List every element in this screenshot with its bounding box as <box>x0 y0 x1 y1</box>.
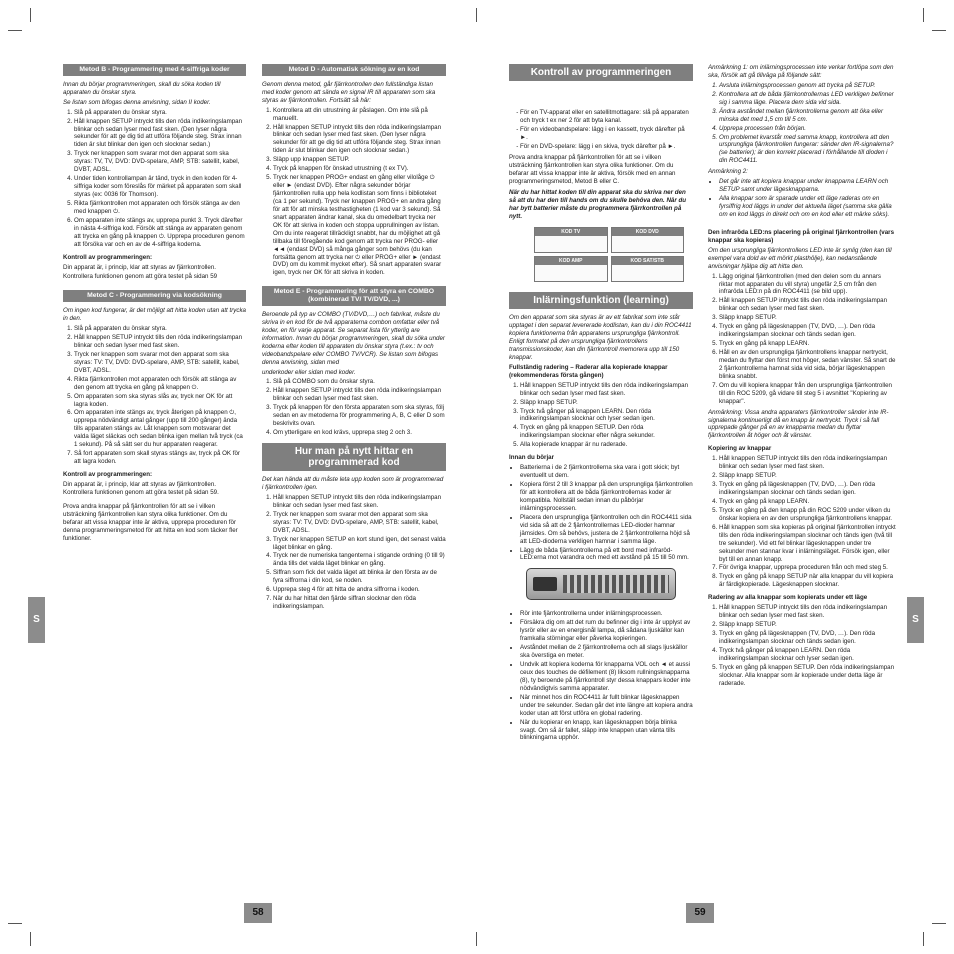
note2-bullets <box>708 178 896 219</box>
list-item: 5. Alla kopierade knappar är nu raderade. <box>520 441 693 449</box>
steps-list-method-c <box>63 325 246 466</box>
intro-text: Innan du börjar programmeringen, skall du söka koden till apparaten du önskar styra. <box>63 80 221 96</box>
intro-text: Se listan som bifogas denna anvisning, sidan II koder. <box>63 98 211 106</box>
section-header-method-d: Metod D - Automatisk sökning av en kod <box>262 64 446 76</box>
list-item: 3. Tryck en gång på lägesknappen (TV, DVD, …). Den röda indikeringslampan slocknar och tänds sedan igen. <box>719 630 896 646</box>
list-item: 3. Tryck två gånger på knappen LEARN. Den röda indikeringslampan slocknar och lyser sedan igen. <box>520 408 693 424</box>
list-item: • Lägg de båda fjärrkontrollerna på ett bord med infraröd-LED:erna mot varandra och med ett avstånd på 15 till 50 mm. <box>520 547 693 563</box>
list-item: 4. Om ytterligare en kod krävs, upprepa steg 2 och 3. <box>273 429 446 437</box>
list-item: 3. Tryck ner knappen som svarar mot den apparat som ska styras: TV: TV, DVD: DVD-spelare, AMP, STB: satellit, kabel, DVBT, ADSL. <box>74 351 246 375</box>
list-item: 3. Tryck ner knappen som svarar mot den apparat som ska styras: TV, TV, DVD: DVD-spelare, AMP, STB: satellit, kabel, DVBT, ADSL. <box>74 150 246 174</box>
list-item: • Placera den ursprungliga fjärrkontrollen och din ROC4411 sida vid sida så att de 2 fjärrkontrollernas LED-dioder hamnar jämsides. Om så behövs, justera de 2 fjärrkontrollerna höjd så att LED-dioderna verkligen hamnar i samma läge. <box>520 514 693 546</box>
list-item: • Rör inte fjärrkontrollerna under inlärningsprocessen. <box>520 610 693 618</box>
list-item: 2. Kontrollera att de båda fjärrkontrollernas LED verkligen befinner sig i samma läge. Placera dem sida vid sida. <box>719 91 896 107</box>
intro-text: Det kan hända att du måste leta upp koden som är programmerad i fjärrkontrollen igen. <box>262 476 444 491</box>
list-item: 2. Släpp knapp SETUP. <box>719 621 896 629</box>
crop-mark <box>8 923 22 924</box>
code-cell: KOD SAT/STB <box>611 256 685 282</box>
list-item: 2. Håll knappen SETUP intryckt tills den röda indikeringslampan blinkar och sedan lyser med fast sken. (Den lyser några sekunder för att ge dig tid att utföra följande steg. Strax innan tiden är slut blinkar den igen och slocknar sedan.) <box>74 118 246 150</box>
list-item: 1. Håll knappen SETUP intryckt tills den röda indikeringslampan blinkar och sedan lyser med fast sken. <box>520 382 693 398</box>
list-item: • Batterierna i de 2 fjärrkontrollerna ska vara i gott skick; byt eventuellt ut dem. <box>520 464 693 480</box>
list-item: - För en videobandspelare: lägg i en kassett, tryck därefter på ►. <box>520 126 693 142</box>
list-item: - För en TV-apparat eller en satellitmottagare: slå på apparaten och tryck t ex ner 2 för att byta kanal. <box>520 109 693 125</box>
intro-text: Genom denna metod, går fjärrkontrollen den fullständiga listan med koder genom att sända en signal IR till apparaten som ska styras av fjärrkontrollen. Fortsätt så här: <box>262 80 436 104</box>
list-item: 5. Om problemet kvarstår med samma knapp, kontrollera att den ursprungliga fjärrkontrollen fungerar: sänder den IR-signalerna? (se batterier); är den korrekt placerad i förhållande till dioden i din ROC4411. <box>719 134 896 166</box>
crop-mark <box>923 8 924 22</box>
caution-bullets <box>509 610 693 742</box>
list-item: 7. För övriga knappar, upprepa proceduren från och med steg 5. <box>719 564 896 572</box>
steps-list-led <box>708 273 896 406</box>
list-item: 2. Håll knappen SETUP intryckt tills den röda indikeringslampan blinkar och sedan lyser med fast sken. <box>74 334 246 350</box>
note-text: Anmärkning: Vissa andra apparaters fjärrkontroller sänder inte IR-signalerna kontinuerligt då en knapp är nertryckt. Tryck i så fall upprepade gånger på en av knapparna medan du flyttar fjärrkontrollen åt höger och åt vänster. <box>708 408 889 440</box>
list-item: 1. Lägg original fjärrkontrollen (med den delen som du annars riktar mot apparaten du vill styra) ungefär 2,5 cm från den infraröda LED:n på din ROC4411 (se bild upp). <box>719 273 896 297</box>
control-text: Kontrollera funktionen genom att göra testet på sidan 59 <box>63 273 218 281</box>
list-item: 7. Så fort apparaten som skall styras stängs av, tryck på OK för att lagra koden. <box>74 450 246 466</box>
list-item: 5. Tryck ner knappen PROG+ endast en gång eller vilolåge ⏻ eller ► (endast DVD). Efter några sekunder börjar fjärrkontrollen rulla upp hela kodlistan som finns i biblioteket (ca 1 per sekund). Tryck ner knappen PROG+ en andra gång för att för att minska testhastigheten (1 kod var 3 sekund). Så snart apparaten ändrar kanal, ska du omedelbart trycka ner OK för att skriva in koden och stoppa upprullningen av listan. Om du inte reagerat tillräckligt snabbt, har du möjlighet att gå tillbaka till föregående kod genom att trycka ner PROG- eller ◄◄ (endast DVD) så många gånger som behövs (du kan fortsätta genom att trycka ner ⏻ eller PROG+ eller ► (endast DVD) om du kommit mycket efter). Så snart apparaten svarar igen, tryck ner OK för att skriva in koden. <box>273 174 446 277</box>
code-record-grid <box>534 227 684 282</box>
list-item: • När minnet hos din ROC4411 är fullt blinkar lägesknappen under tre sekunder. Sedan går det inte längre att kopiera andra koder utan att först utföra en global radering. <box>520 694 693 718</box>
section-header-check: Kontroll av programmeringen <box>509 64 693 81</box>
remote-keys <box>563 575 669 593</box>
list-item: • Kopiera först 2 till 3 knappar på den ursprungliga fjärrkontrollen för att kontrollera att de båda fjärrkontrollernas koder är kompatibla. Nollställ sedan innan du påbörjar inlärningsprocessen. <box>520 481 693 513</box>
list-item: 2. Håll knappen SETUP intryckt tills den röda indikeringslampan blinkar och sedan lyser med fast sken. <box>273 387 446 403</box>
steps-list-copy <box>708 455 896 589</box>
column-1 <box>63 64 246 824</box>
list-item: • Avståndet mellan de 2 fjärrkontrollerna och all slags ljuskällor ska överstiga en meter. <box>520 644 693 660</box>
remote-screen <box>533 577 557 591</box>
control-title: Kontroll av programmeringen: <box>63 253 153 261</box>
list-item: 4. Tryck en gång på lägesknappen (TV, DVD, …). Den röda indikeringslampan slocknar och tänds sedan igen. <box>719 323 896 339</box>
steps-list-find-code <box>262 494 446 611</box>
subheading-text: Om den ursprungliga fjärrkontrollens LED inte är synlig (den kan till exempel vara dold av ett mörkt plasthölje), kan nedanstående anvisningar hjälpa dig att hitta den. <box>708 246 892 270</box>
list-item: 4. Tryck på knappen för önskad utrustning (t ex TV). <box>273 165 446 173</box>
list-item: • Alla knappar som är sparade under ett läge raderas om en fyrsiffrig kod läggs in under det aktuella läget (samma ska gälla om en kod läggs in direkt och om en kod eller ett märke söks). <box>719 195 896 219</box>
section-header-method-b: Metod B - Programmering med 4-siffriga koder <box>63 64 246 76</box>
list-item: 3. Ändra avståndet mellan fjärrkontrollerna genom att öka eller minska det med 1,5 cm till 5 cm. <box>719 108 896 124</box>
list-item: 7. Om du vill kopiera knappar från den ursprungliga fjärrkontrollen till din ROC 5209, gå vidare till steg 5 i avsnittet "Kopiering av knappar". <box>719 382 896 406</box>
steps-list-delete <box>509 382 693 450</box>
control-text: Din apparat är, i princip, klar att styras av fjärrkontrollen. <box>63 263 217 271</box>
list-item: 3. Släpp knapp SETUP. <box>719 314 896 322</box>
list-item: 5. Rikta fjärrkontrollen mot apparaten och försök stänga av den med knappen ⏻. <box>74 200 246 216</box>
control-title: Kontroll av programmeringen: <box>63 471 153 478</box>
list-item: 4. Tryck en gång på knapp LEARN. <box>719 498 896 506</box>
code-cell: KOD AMP <box>534 256 608 282</box>
code-cell: KOD TV <box>534 227 608 253</box>
list-item: • När du kopierar en knapp, kan lägesknappen börja blinka svagt. Om så är fallet, släpp inte knappen utan vänta tills blinkningarna upphör. <box>520 719 693 743</box>
list-item: 1. Slå på COMBO som du önskar styra. <box>273 378 446 386</box>
note-label: Anmärkning 2: <box>708 168 748 176</box>
list-item: 6. Håll knappen som ska kopieras på original fjärrkontrollen intryckt tills den röda indikeringslampan slocknar och tänds igen (två till tre sekunder). Vid ett fel blinkar lägesknappen under tre sekunder men stannar kvar i inlärningsläget. Försök igen, eller byt till en annan knapp. <box>719 524 896 564</box>
steps-list-erase <box>708 604 896 687</box>
list-item: - För en DVD-spelare: lägg i en skiva, tryck därefter på ►. <box>520 143 693 151</box>
list-item: 1. Håll knappen SETUP intryckt tills den röda indikeringslampan blinkar och sedan lyser med fast sken. <box>719 604 896 620</box>
page-number-left: 58 <box>244 903 272 923</box>
list-item: 2. Släpp knapp SETUP. <box>719 472 896 480</box>
list-item: 7. När du har hittat den fjärde siffran slocknar den röda indikeringslampan. <box>273 595 446 611</box>
list-item: 3. Tryck en gång på lägesknappen (TV, DVD, …). Den röda indikeringslampan slocknar och tänds sedan igen. <box>719 481 896 497</box>
list-item: 6. Om apparaten inte stängs av, upprepa punkt 3. Tryck därefter in nästa 4-siffriga kod. Försök att stänga av apparaten genom att trycka en gång på knappen ⏻. Upprepa proceduren genom att försöka var och en av de 4-siffriga koderna. <box>74 217 246 249</box>
list-item: 2. Tryck ner knappen som svarar mot den apparat som ska styras: TV: TV, DVD: DVD-spelare, AMP, STB: satellit, kabel, DVBT, ADSL. <box>273 511 446 535</box>
intro-text: Om den apparat som ska styras är av ett fabrikat som inte står upptaget i den separat levererade kodlistan, kan du i din ROC4411 kopiera funktionerna från apparatens ursprungliga fjärrkontroll. Enligt formatet på den ursprungliga fjärrkontrollens transmissionskoder, kan din fjärrkontroll memorera upp till 150 knappar. <box>509 314 692 361</box>
note-text: Anmärkning 1: om inlärningsprocessen inte verkar fortlöpa som den ska, försök att gå tillväga på följande sätt: <box>708 64 894 79</box>
list-item: 8. Tryck en gång på knapp SETUP när alla knappar du vill kopiera är färdigkopierade. Lägesknappen slocknar. <box>719 573 896 589</box>
crop-mark <box>923 932 924 946</box>
list-item: 1. Kontrollera att din utrustning är påslagen. Om inte slå på manuellt. <box>273 107 446 123</box>
battery-note: När du har hittat koden till din apparat ska du skriva ner den så att du har den till hands om du skulle behöva den. När du har bytt batterier måste du programmera fjärrkontrollen på nytt. <box>509 189 687 221</box>
steps-list-method-e <box>262 378 446 437</box>
list-item: 3. Tryck på knappen för den första apparaten som ska styras, följ sedan en av metoderna för programmering A, B, C eller D som beskrivits ovan. <box>273 404 446 428</box>
section-header-learning: Inlärningsfunktion (learning) <box>509 292 693 309</box>
list-item: 2. Håll knappen SETUP intryckt tills den röda indikeringslampan blinkar och sedan lyser med fast sken. (Den lyser några sekunder för att ge dig tid att utföra följande steg. Strax innan tiden är slut blinkar den igen och slocknar sedan.) <box>273 124 446 156</box>
list-item: 5. Tryck en gång på den knapp på din ROC 5209 under vilken du önskar kopiera en av den ursprungliga fjärrkontrollens knappar. <box>719 507 896 523</box>
steps-list-method-d <box>262 107 446 278</box>
crop-mark <box>932 30 946 31</box>
column-2 <box>262 64 446 874</box>
list-item: 1. Slå på apparaten du önskar styra. <box>74 325 246 333</box>
list-item: 6. Håll en av den ursprungliga fjärrkontrollens knappar nertryckt, medan du flyttar den först mot höger, sedan vänster. Så snart de 2 fjärrkontrollerna hamnat sida vid sida, börjar lägesknappen blinka snabbt. <box>719 349 896 381</box>
list-item: 1. Håll knappen SETUP intryckt tills den röda indikeringslampan blinkar och sedan lyser med fast sken. <box>273 494 446 510</box>
section-header-method-c: Metod C - Programmering via kodsökning <box>63 290 246 302</box>
list-item: 1. Slå på apparaten du önskar styra. <box>74 109 246 117</box>
subheading: Innan du börjar <box>509 454 555 462</box>
crop-mark <box>8 30 22 31</box>
outro-text: Prova andra knappar på fjärrkontrollen för att se i vilken utsträckning fjärrkontrollen kan styra olika funktioner. Om du befarar att vissa knappar inte är aktiva, upprepa proceduren för denna programmeringsmetod för att hitta en kod som täcker fler funktioner. <box>63 502 238 542</box>
check-bullets <box>509 109 693 151</box>
before-bullets <box>509 464 693 562</box>
list-item: 1. Håll knappen SETUP intryckt tills den röda indikeringslampan blinkar och sedan lyser med fast sken. <box>719 455 896 471</box>
list-item: 6. Om apparaten inte stängs av, tryck återigen på knappen ⏻, upprepa nödvändigt antal gånger (upp till 200 gånger) ända tills apparaten stängs av. Låt knappen som motsvarar det valda läget släckas och sedan blinka igen mellan två tryck (ca 1 sekund). På så sätt ser du hur apparaten reagerar. <box>74 409 246 449</box>
list-item: 4. Tryck ner de numeriska tangenterna i stigande ordning (0 till 9) ända tills det valda läget blinkar en gång. <box>273 552 446 568</box>
crop-mark <box>476 8 477 22</box>
list-item: 2. Håll knappen SETUP intryckt tills den röda indikeringslampan blinkar och sedan lyser med fast sken. <box>719 297 896 313</box>
control-text: Din apparat är, i princip, klar att styras av fjärrkontrollen. Kontrollera funktionen genom att göra testet på sidan 59. <box>63 480 219 496</box>
steps-list-note1 <box>708 82 896 165</box>
list-item: • Försäkra dig om att det rum du befinner dig i inte är upplyst av lysrör eller av en energisnål lampa, då sådana ljuskällor kan framkalla störningar eller påverka kopieringen. <box>520 619 693 643</box>
language-tab-left: S <box>28 597 45 643</box>
code-cell: KOD DVD <box>611 227 685 253</box>
list-item: 5. Tryck en gång på knappen SETUP. Den röda indikeringslampan slocknar. Alla knappar som är kopierade under detta läge är raderade. <box>719 664 896 688</box>
intro-text: Beroende på typ av COMBO (TV/DVD,…) och fabrikat, måste du skriva in en kod för de två apparaterna combon omfattar eller två koder, en för varje apparat. Se separat lista för ytterlig are information. Innan du börjar programmeringen, skall du söka under koderna efter koden till apparaten du önskar styra (t.ex.: tv och videobandspelare eller COMBO TV/VCR). Se listan som bifogas denna anvisning, sidan med <box>262 310 445 366</box>
subheading: Kopiering av knappar <box>708 445 772 453</box>
list-item: • Det går inte att kopiera knappar under knapparna LEARN och SETUP samt under lägesknapparna. <box>719 178 896 194</box>
list-item: 2. Släpp knapp SETUP. <box>520 399 693 407</box>
column-3 <box>509 64 693 894</box>
list-item: 3. Släpp upp knappen SETUP. <box>273 156 446 164</box>
crop-mark <box>932 923 946 924</box>
list-item: 4. Tryck två gånger på knappen LEARN. Den röda indikeringslampan slocknar och lyser sedan igen. <box>719 647 896 663</box>
list-item: 1. Avsluta inlärningsprocessen genom att trycka på SETUP. <box>719 82 896 90</box>
list-item: 4. Rikta fjärrkontrollen mot apparaten och försök att stänga av den genom att trycka en gång på knappen ⏻. <box>74 376 246 392</box>
column-4 <box>708 64 896 894</box>
crop-mark <box>30 932 31 946</box>
subheading: Den infraröda LED:ns placering på original fjärrkontrollen (vars knappar ska kopieras) <box>708 228 895 244</box>
crop-mark <box>476 932 477 946</box>
list-item: 5. Tryck en gång på knapp LEARN. <box>719 340 896 348</box>
list-item: 5. Om apparaten som ska styras slås av, tryck ner OK för att lagra koden. <box>74 393 246 409</box>
subheading: Radering av alla knappar som kopierats under ett läge <box>708 594 868 602</box>
list-item: 5. Siffran som fick det valda läget att blinka är den första av de fyra siffrorna i din kod, se noden. <box>273 569 446 585</box>
crop-mark <box>30 8 31 22</box>
list-item: 4. Upprepa processen från början. <box>719 125 896 133</box>
section-header-method-e: Metod E - Programmering för att styra en COMBO (kombinerad TV/ TV/DVD, ...) <box>262 286 446 306</box>
intro-text: underkoder eller sidan med koder. <box>262 368 356 376</box>
check-text: Prova andra knappar på fjärrkontrollen för att se i vilken utsträckning fjärrkontrollen kan styra olika funktioner. Om du befarar att vissa knappar inte är aktiva, försök med en annan programmeringsmetod, Metod B eller C. <box>509 153 676 185</box>
page-number-right: 59 <box>686 903 714 923</box>
list-item: 4. Tryck en gång på knappen SETUP. Den röda indikeringslampan slocknar efter några sekunder. <box>520 424 693 440</box>
intro-text: Om ingen kod fungerar, är det möjligt att hitta koden utan att trycka in den. <box>63 307 246 323</box>
list-item: 6. Upprepa steg 4 för att hitta de andra siffrorna i koden. <box>273 586 446 594</box>
steps-list-method-b <box>63 109 246 249</box>
language-tab-right: S <box>907 597 924 643</box>
remote-controls-illustration <box>526 568 676 600</box>
list-item: • Undvik att kopiera koderna för knapparna VOL och ◄ et aussi ceux des touches de défilement (8) liksom rullningsknapparna (8), ty beroende på fjärrkontroll styr dessa knappars koder inte nödvändigtvis samma apparater. <box>520 661 693 693</box>
list-item: 3. Tryck ner knappen SETUP en kort stund igen, det senast valda läget blinkar en gång. <box>273 536 446 552</box>
section-header-find-code: Hur man på nytt hittar en programmerad kod <box>262 443 446 471</box>
subheading: Fullständig radering – Raderar alla kopierade knappar (rekommenderas första gången) <box>509 363 668 379</box>
list-item: 4. Under tiden kontrollampan är tänd, tryck in den koden för 4-siffriga koder som föreslås för märket på apparaten som skall styras (ex: 0036 för Thomson). <box>74 175 246 199</box>
